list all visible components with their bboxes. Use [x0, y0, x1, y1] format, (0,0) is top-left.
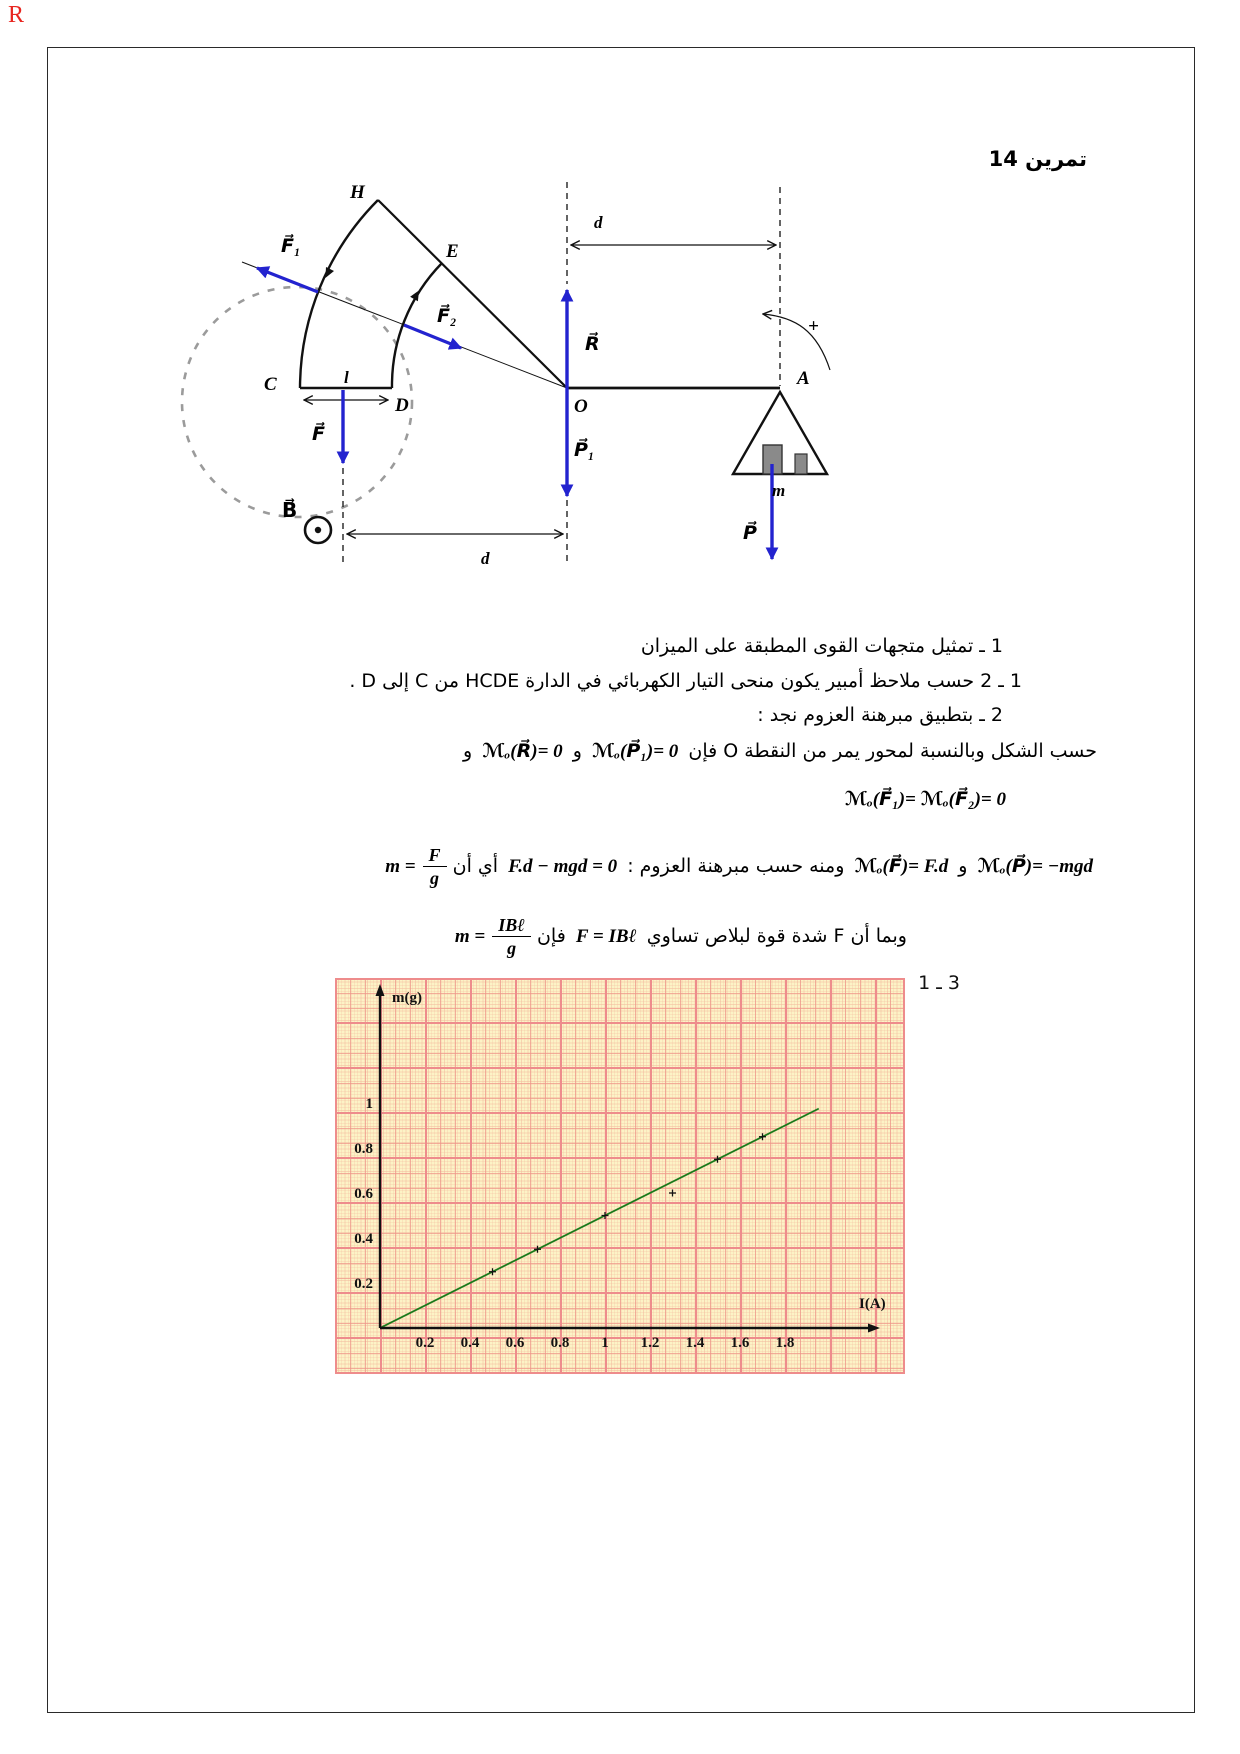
data-point — [759, 1133, 766, 1140]
y-tick-label: 0.2 — [354, 1276, 373, 1292]
line7-frac-num: IBℓ — [492, 915, 531, 937]
chart — [335, 978, 905, 1374]
line4-and-1: و — [572, 740, 582, 762]
line6-result-fraction — [385, 845, 446, 888]
line6-text-2: أي أن — [452, 855, 499, 878]
section-3-1-label: 3 ـ 1 — [918, 972, 960, 994]
y-tick-label: 0.8 — [354, 1141, 373, 1157]
line7-frac-den: g — [507, 938, 517, 959]
line4-formula-r: ℳₒ(R⃗)= 0 — [482, 741, 563, 762]
y-tick-label: 1 — [365, 1096, 373, 1112]
label-vector-P1: P⃗₁ — [574, 440, 595, 461]
circuit-arc-CH — [300, 200, 378, 388]
x-tick-label: 1.8 — [775, 1335, 795, 1351]
label-m: m — [772, 481, 786, 500]
line7-frac-lhs: m = — [454, 925, 486, 947]
rotation-sense-arrow — [763, 314, 830, 370]
data-point — [714, 1156, 721, 1163]
label-E: E — [446, 241, 459, 262]
label-d-bottom: d — [481, 549, 490, 568]
y-tick-label: 0.6 — [354, 1186, 373, 1202]
label-vector-F1: F⃗₁ — [281, 236, 301, 257]
label-l: l — [344, 368, 349, 387]
x-tick-label: 0.6 — [505, 1335, 525, 1351]
weight-small — [795, 454, 807, 474]
x-tick-label: 0.4 — [460, 1335, 480, 1351]
solution-line-7 — [455, 915, 907, 958]
line7-text-2: فإن — [536, 925, 566, 948]
line7-formula: F = IBℓ — [575, 926, 637, 948]
solution-line-2: 1 ـ 2 حسب ملاحظ أمبير يكون منحى التيار الكهربائي في الدارة HCDE من C إلى D . — [349, 670, 1022, 692]
label-A: A — [797, 368, 810, 389]
line7-text-1: وبما أن F شدة قوة لبلاص تساوي — [646, 925, 907, 948]
x-axis-arrow-icon — [868, 1324, 880, 1333]
graph-paper — [335, 978, 905, 1374]
x-tick-label: 0.2 — [415, 1335, 435, 1351]
label-D: D — [395, 395, 409, 416]
data-point — [602, 1212, 609, 1219]
line6-formula-p: ℳₒ(P⃗)= −mgd — [977, 856, 1093, 878]
line6-frac-num: F — [423, 845, 447, 867]
x-tick-label: 1.6 — [730, 1335, 750, 1351]
solution-line-6 — [385, 845, 1097, 888]
line5-formula: ℳₒ(F⃗₁)= ℳₒ(F⃗₂)= 0 — [844, 789, 1006, 810]
y-axis-arrow-icon — [376, 984, 385, 996]
x-tick-label: 1 — [601, 1335, 609, 1351]
solution-line-3: 2 ـ بتطبيق مبرهنة العزوم نجد : — [757, 704, 1003, 726]
y-tick-label: 0.4 — [354, 1231, 373, 1247]
x-axis-label: I(A) — [859, 1296, 886, 1312]
circuit-arc-DE — [392, 263, 442, 388]
label-O: O — [574, 396, 588, 417]
data-point — [489, 1268, 496, 1275]
line4-and-2: و — [463, 740, 473, 762]
line6-frac-lhs: m = — [385, 855, 416, 877]
figure-svg — [165, 162, 865, 594]
line4-text: حسب الشكل وبالنسبة لمحور يمر من النقطة O فإن — [688, 740, 1097, 762]
paper-border — [336, 979, 904, 1373]
line6-formula-f: ℳₒ(F⃗)= F.d — [854, 856, 949, 878]
corner-watermark: R — [8, 2, 25, 28]
field-region-circle — [182, 287, 412, 517]
vector-F2 — [404, 325, 461, 348]
label-vector-F: F⃗ — [312, 424, 325, 445]
x-tick-label: 0.8 — [550, 1335, 570, 1351]
x-tick-label: 1.2 — [640, 1335, 660, 1351]
solution-line-4 — [463, 740, 1097, 763]
line6-text: ومنه حسب مبرهنة العزوم : — [627, 855, 845, 878]
label-H: H — [350, 182, 365, 203]
label-plus-sense: + — [808, 316, 819, 337]
line7-result-fraction — [455, 915, 531, 958]
line6-equation: F.d − mgd = 0 — [508, 856, 618, 878]
line6-and: و — [958, 855, 968, 878]
x-tick-label: 1.4 — [685, 1335, 705, 1351]
fit-line — [380, 1109, 819, 1328]
label-d-top: d — [594, 213, 603, 232]
label-vector-R: R⃗ — [585, 334, 600, 355]
solution-line-5 — [841, 788, 1010, 811]
label-vector-F2: F⃗₂ — [437, 306, 457, 327]
field-dot-icon — [315, 527, 321, 533]
physics-figure — [165, 162, 865, 594]
line4-formula-p1: ℳₒ(P⃗₁)= 0 — [591, 741, 679, 762]
data-point — [669, 1190, 676, 1197]
lever-arm-HO — [378, 200, 567, 388]
exercise-title: تمرين 14 — [988, 147, 1087, 171]
line6-frac-den: g — [430, 868, 440, 889]
label-vector-P: P⃗ — [743, 523, 757, 544]
label-vector-B: B⃗ — [282, 498, 298, 522]
data-point — [534, 1246, 541, 1253]
label-C: C — [264, 374, 277, 395]
y-axis-label: m(g) — [392, 990, 422, 1006]
solution-line-1: 1 ـ تمثيل متجهات القوى المطبقة على الميزان — [640, 635, 1003, 657]
